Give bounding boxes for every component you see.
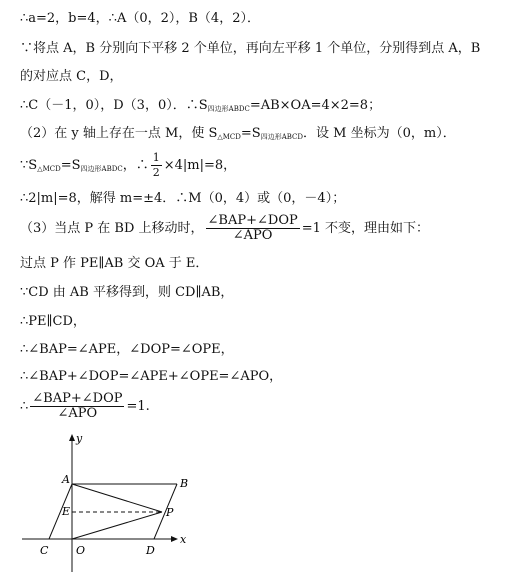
line-13	[20, 368, 282, 386]
fraction-numerator: 1	[152, 151, 160, 164]
subscript: △MCD	[37, 165, 61, 173]
text: ∴C（－1，0），D（3，0）．∴S	[20, 98, 208, 113]
label-D: D	[146, 544, 155, 557]
subscript: 四边形ABDC	[80, 165, 123, 173]
text: ，∴	[122, 158, 149, 173]
line-4	[20, 97, 381, 118]
y-axis-arrow	[69, 434, 75, 441]
x-axis-arrow	[171, 536, 178, 542]
text: =S	[60, 158, 81, 173]
label-C: C	[40, 544, 49, 557]
line-1	[20, 10, 260, 28]
label-B: B	[180, 477, 189, 490]
text: =S	[240, 126, 261, 141]
fraction-numerator: ∠BAP+∠DOP	[207, 213, 298, 228]
text: 过点 P 作 PE∥AB 交 OA 于 E．	[20, 256, 209, 271]
text: ．设 M 坐标为（0，m）．	[303, 126, 456, 141]
text: ∵将点 A，B 分别向下平移 2 个单位，再向左平移 1 个单位，分别得到点 A，B	[20, 41, 481, 56]
segment-AP	[72, 484, 162, 512]
line-3	[20, 68, 123, 86]
line-9	[20, 255, 208, 273]
text: ∴a=2，b=4，∴A（0，2），B（4，2）．	[20, 11, 260, 26]
text: ∴∠BAP+∠DOP=∠APE+∠OPE=∠APO，	[20, 369, 283, 384]
fraction-angles-result	[30, 392, 124, 421]
fraction-angles	[206, 214, 300, 243]
label-O: O	[76, 544, 86, 557]
subscript: 四边形ABDC	[207, 105, 250, 113]
fraction-half	[151, 151, 162, 180]
line-14	[20, 392, 150, 421]
fraction-denominator: ∠APO	[57, 406, 98, 421]
fraction-numerator: ∠BAP+∠DOP	[32, 391, 123, 406]
label-x: x	[180, 533, 187, 546]
text: （2）在 y 轴上存在一点 M，使 S	[20, 126, 218, 141]
line-12	[20, 341, 234, 359]
text: ∵CD 由 AB 平移得到，则 CD∥AB，	[20, 285, 234, 300]
text: （3）当点 P 在 BD 上移动时，	[20, 221, 204, 236]
text: =1 不变，理由如下：	[301, 221, 430, 236]
text: ∴∠BAP=∠APE，∠DOP=∠OPE，	[20, 342, 234, 357]
line-11	[20, 313, 86, 331]
text: =AB×OA=4×2=8；	[249, 98, 382, 113]
subscript: 四边形ABCD	[260, 133, 304, 141]
text: ∴PE∥CD，	[20, 314, 86, 329]
geometry-figure	[20, 432, 200, 577]
subscript: △MCD	[217, 133, 241, 141]
label-P: P	[166, 506, 174, 519]
line-7	[20, 190, 345, 208]
text: ×4|m|=8，	[163, 158, 237, 173]
text: ∴	[20, 399, 29, 414]
line-2	[20, 40, 480, 58]
line-6	[20, 151, 236, 180]
line-5	[20, 125, 456, 146]
label-A: A	[62, 473, 70, 486]
fraction-denominator: 2	[152, 166, 160, 179]
line-8	[20, 214, 429, 243]
text: 的对应点 C，D，	[20, 69, 123, 84]
segment-OP	[72, 512, 162, 539]
label-E: E	[62, 505, 71, 518]
text: =1.	[126, 399, 150, 414]
label-y: y	[76, 432, 83, 445]
text: ∴2|m|=8，解得 m=±4．∴M（0，4）或（0，－4）；	[20, 191, 346, 206]
text: ∵S	[20, 158, 38, 173]
line-10	[20, 284, 233, 302]
fraction-denominator: ∠APO	[232, 228, 273, 243]
